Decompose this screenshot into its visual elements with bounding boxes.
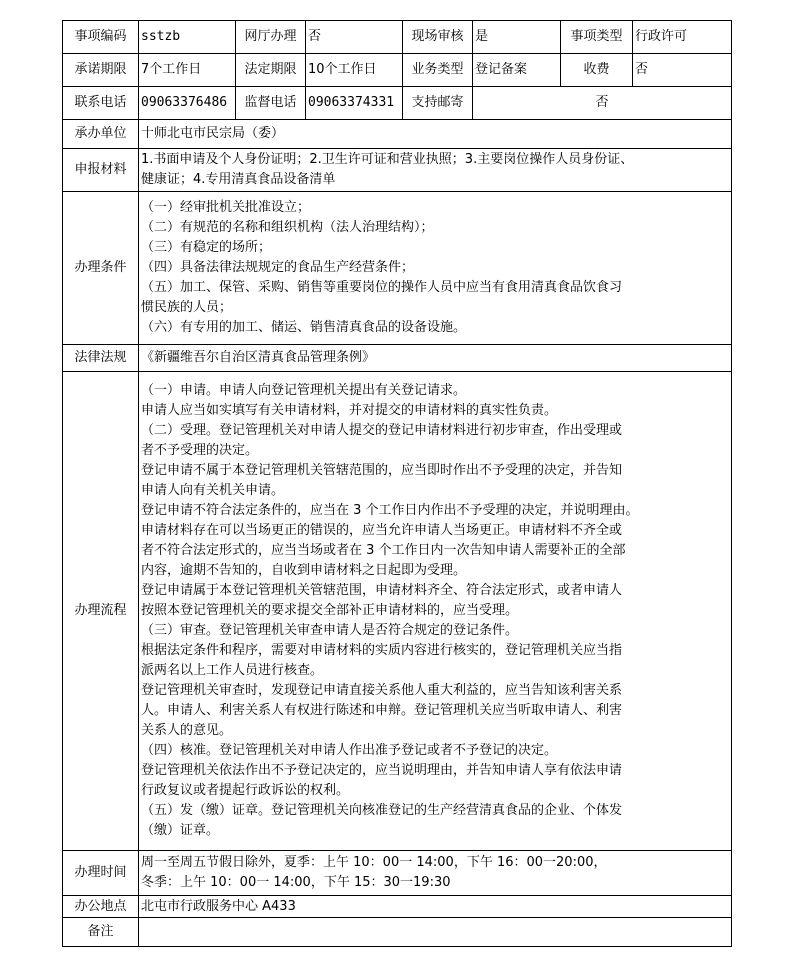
address-value: 北屯市行政服务中心 A433 (139, 896, 732, 918)
process-line: 人。申请人、利害关系人有权进行陈述和申辩。登记管理机关应当听取申请人、利害 (141, 703, 623, 718)
row-contact (63, 87, 732, 120)
process-line: （五）发（缴）证章。登记管理机关向核准登记的生产经营清真食品的企业、个体发 (141, 803, 623, 818)
process-line: 者不予受理的决定。 (141, 443, 259, 458)
hours-value (139, 851, 732, 896)
process-line: （缴）证章。 (141, 823, 220, 838)
mail-support-value: 否 (473, 87, 732, 120)
row-hours (63, 851, 732, 896)
fee-label: 收费 (561, 54, 633, 87)
contact-phone-value: 09063376486 (139, 87, 236, 120)
onsite-review-value: 是 (473, 21, 561, 54)
row-materials (63, 149, 732, 192)
condition-line: （四）具备法律法规规定的食品生产经营条件； (141, 260, 415, 275)
promise-deadline-label: 承诺期限 (63, 54, 139, 87)
business-type-label: 业务类型 (403, 54, 473, 87)
process-line: 登记申请属于本登记管理机关管辖范围，申请材料齐全、符合法定形式，或者申请人 (141, 583, 623, 598)
row-law (63, 345, 732, 372)
supervision-phone-label: 监督电话 (236, 87, 306, 120)
process-line: 登记管理机关审查时，发现登记申请直接关系他人重大利益的，应当告知该利害关系 (141, 683, 623, 698)
online-handling-value: 否 (306, 21, 403, 54)
supervision-phone-value: 09063374331 (306, 87, 403, 120)
item-code-label: 事项编码 (63, 21, 139, 54)
contact-phone-label: 联系电话 (63, 87, 139, 120)
process-label: 办理流程 (63, 372, 139, 851)
process-line: （二）受理。登记管理机关对申请人提交的登记申请材料进行初步审查，作出受理或 (141, 423, 623, 438)
remark-value (139, 918, 732, 947)
row-department (63, 120, 732, 149)
process-line: 申请材料存在可以当场更正的错误的，应当允许申请人当场更正。申请材料不齐全或 (141, 523, 623, 538)
conditions-label: 办理条件 (63, 192, 139, 345)
law-label: 法律法规 (63, 345, 139, 372)
process-line: 派两名以上工作人员进行核查。 (141, 663, 324, 678)
condition-line: （一）经审批机关批准设立； (141, 200, 311, 215)
process-line: 登记申请不符合法定条件的，应当在 3 个工作日内作出不予受理的决定，并说明理由。 (141, 503, 639, 518)
process-line: 申请人向有关机关申请。 (141, 483, 285, 498)
item-code-value: sstzb (139, 21, 236, 54)
legal-deadline-label: 法定期限 (236, 54, 306, 87)
hours-label: 办理时间 (63, 851, 139, 896)
process-line: 根据法定条件和程序，需要对申请材料的实质内容进行核实的，登记管理机关应当指 (141, 643, 623, 658)
conditions-value (139, 192, 732, 345)
department-value: 十师北屯市民宗局（委） (139, 120, 732, 149)
process-line: 行政复议或者提起行政诉讼的权利。 (141, 783, 350, 798)
row-conditions (63, 192, 732, 345)
process-line: 申请人应当如实填写有关申请材料，并对提交的申请材料的真实性负责。 (141, 403, 558, 418)
process-line: 登记申请不属于本登记管理机关管辖范围的，应当即时作出不予受理的决定，并告知 (141, 463, 623, 478)
department-label: 承办单位 (63, 120, 139, 149)
onsite-review-label: 现场审核 (403, 21, 473, 54)
item-type-value: 行政许可 (633, 21, 732, 54)
item-type-label: 事项类型 (561, 21, 633, 54)
condition-line: 惯民族的人员； (141, 300, 233, 315)
legal-deadline-value: 10个工作日 (306, 54, 403, 87)
process-line: 内容，逾期不告知的，自收到申请材料之日起即为受理。 (141, 563, 467, 578)
business-type-value: 登记备案 (473, 54, 561, 87)
hours-line: 周一至周五节假日除外，夏季：上午 10：00一 14:00，下午 16：00一20:00， (141, 855, 607, 870)
materials-label: 申报材料 (63, 149, 139, 192)
process-line: 者不符合法定形式的，应当当场或者在 3 个工作日内一次告知申请人需要补正的全部 (141, 543, 626, 558)
condition-line: （六）有专用的加工、储运、销售清真食品的设备设施。 (141, 320, 467, 335)
row-basic-2 (63, 54, 732, 87)
promise-deadline-value: 7个工作日 (139, 54, 236, 87)
remark-label: 备注 (63, 918, 139, 947)
process-line: （一）申请。申请人向登记管理机关提出有关登记请求。 (141, 383, 467, 398)
mail-support-label: 支持邮寄 (403, 87, 473, 120)
condition-line: （二）有规范的名称和组织机构（法人治理结构）； (141, 220, 434, 235)
service-info-table (62, 20, 732, 947)
materials-line: 健康证；4.专用清真食品设备清单 (141, 172, 336, 187)
law-value: 《新疆维吾尔自治区清真食品管理条例》 (139, 345, 732, 372)
process-line: （三）审查。登记管理机关审查申请人是否符合规定的登记条件。 (141, 623, 519, 638)
process-line: 登记管理机关依法作出不予登记决定的，应当说明理由，并告知申请人享有依法申请 (141, 763, 623, 778)
process-value (139, 372, 732, 851)
condition-line: （三）有稳定的场所； (141, 240, 272, 255)
materials-value (139, 149, 732, 192)
condition-line: （五）加工、保管、采购、销售等重要岗位的操作人员中应当有食用清真食品饮食习 (141, 280, 623, 295)
process-line: （四）核准。登记管理机关对申请人作出准予登记或者不予登记的决定。 (141, 743, 558, 758)
process-line: 关系人的意见。 (141, 723, 233, 738)
process-line: 按照本登记管理机关的要求提交全部补正申请材料的，应当受理。 (141, 603, 519, 618)
row-process (63, 372, 732, 851)
row-address (63, 896, 732, 918)
fee-value: 否 (633, 54, 732, 87)
online-handling-label: 网厅办理 (236, 21, 306, 54)
row-basic-1 (63, 21, 732, 54)
row-remark (63, 918, 732, 947)
materials-line: 1.书面申请及个人身份证明；2.卫生许可证和营业执照；3.主要岗位操作人员身份证、 (141, 152, 634, 167)
address-label: 办公地点 (63, 896, 139, 918)
hours-line: 冬季：上午 10：00一 14:00，下午 15：30一19:30 (141, 875, 451, 890)
